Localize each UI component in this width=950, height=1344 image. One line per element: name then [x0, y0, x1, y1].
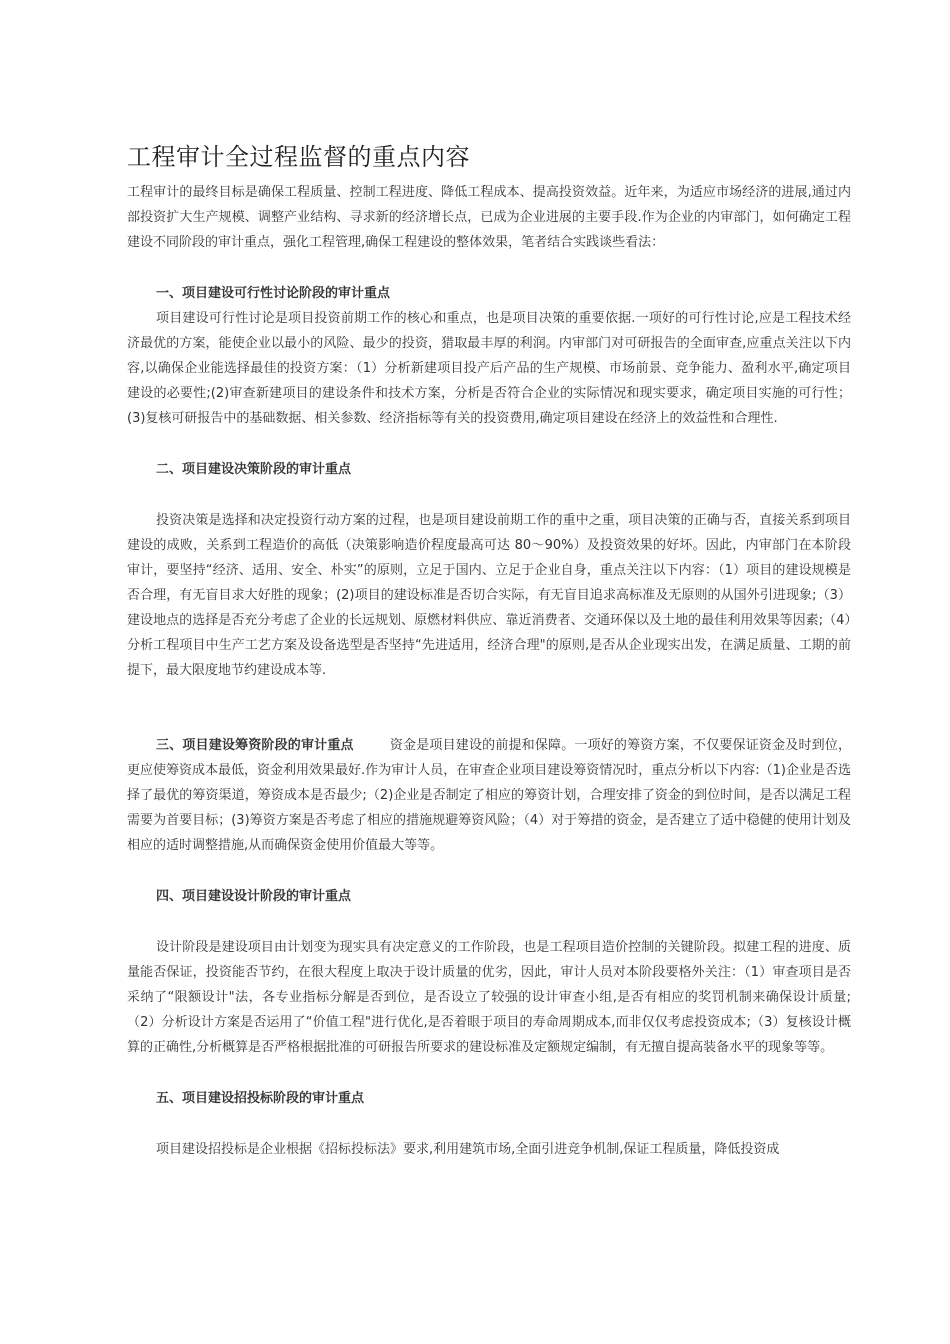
section-4-heading: 四、项目建设设计阶段的审计重点 — [156, 889, 352, 904]
spacer — [127, 482, 851, 508]
document-page — [127, 140, 851, 1162]
spacer — [127, 683, 851, 733]
spacer — [127, 1111, 851, 1137]
spacer — [127, 909, 851, 935]
section-2-heading: 二、项目建设决策阶段的审计重点 — [156, 462, 352, 477]
spacer — [127, 255, 851, 281]
document-title: 工程审计全过程监督的重点内容 — [127, 143, 470, 171]
section-1-heading: 一、项目建设可行性讨论阶段的审计重点 — [156, 286, 391, 301]
section-5-body: 项目建设招投标是企业根据《招标投标法》要求,利用建筑市场,全面引进竞争机制,保证工程质量，降低投资成 — [156, 1142, 780, 1157]
spacer — [127, 431, 851, 457]
section-3-body: 资金是项目建设的前提和保障。一项好的筹资方案，不仅要保证资金及时到位，更应使筹资成本最低，资金利用效果最好.作为审计人员，在审查企业项目建设筹资情况时，重点分析以下内容:（1)企业是否选择了最优的筹资渠道，筹资成本是否最少;（2)企业是否制定了相应的筹资计划，合理安排了资金的到位时间，是否以满足工程需要为首要目标；(3)筹资方案是否考虑了相应的措施规避筹资风险；（4）对于筹措的资金，是否建立了适中稳健的使用计划及相应的适时调整措施,从而确保资金使用价值最大等等。 — [127, 738, 851, 853]
section-3-heading: 三、项目建设筹资阶段的审计重点 — [156, 738, 354, 753]
section-3-paragraph — [127, 733, 851, 858]
section-5-heading: 五、项目建设招投标阶段的审计重点 — [156, 1091, 365, 1106]
intro-paragraph: 工程审计的最终目标是确保工程质量、控制工程进度、降低工程成本、提高投资效益。近年来，为适应市场经济的进展,通过内部投资扩大生产规模、调整产业结构、寻求新的经济增长点，已成为企业进展的主要手段.作为企业的内审部门，如何确定工程建设不同阶段的审计重点，强化工程管理,确保工程建设的整体效果，笔者结合实践谈些看法： — [127, 185, 851, 250]
spacer — [127, 1060, 851, 1086]
section-2-body: 投资决策是选择和决定投资行动方案的过程，也是项目建设前期工作的重中之重，项目决策的正确与否，直接关系到项目建设的成败，关系到工程造价的高低（决策影响造价程度最高可达 80～90%）及投资效果的好坏。因此，内审部门在本阶段审计，要坚持“经济、适用、安全、朴实”的原则，立足于国内、立足于企业自身，重点关注以下内容：（1）项目的建设规模是否合理，有无盲目求大好胜的现象；(2)项目的建设标准是否切合实际，有无盲目追求高标准及无原则的从国外引进现象;（3）建设地点的选择是否充分考虑了企业的长远规划、原燃材料供应、靠近消费者、交通环保以及土地的最佳利用效果等因素;（4）分析工程项目中生产工艺方案及设备选型是否坚持“先进适用，经济合理"的原则,是否从企业现实出发，在满足质量、工期的前提下，最大限度地节约建设成本等. — [127, 513, 851, 678]
section-4-body: 设计阶段是建设项目由计划变为现实具有决定意义的工作阶段，也是工程项目造价控制的关键阶段。拟建工程的进度、质量能否保证，投资能否节约，在很大程度上取决于设计质量的优劣，因此，审计人员对本阶段要格外关注：（1）审查项目是否采纳了“限额设计"法，各专业指标分解是否到位，是否设立了较强的设计审查小组,是否有相应的奖罚机制来确保设计质量;（2）分析设计方案是否运用了“价值工程"进行优化,是否着眼于项目的寿命周期成本,而非仅仅考虑投资成本;（3）复核设计概算的正确性,分析概算是否严格根据批准的可研报告所要求的建设标准及定额规定编制，有无擅自提高装备水平的现象等等。 — [127, 940, 851, 1055]
spacer — [127, 858, 851, 884]
section-1-body: 项目建设可行性讨论是项目投资前期工作的核心和重点，也是项目决策的重要依据.一项好的可行性讨论,应是工程技术经济最优的方案，能使企业以最小的风险、最少的投资，猎取最丰厚的利润。内审部门对可研报告的全面审查,应重点关注以下内容,以确保企业能选择最佳的投资方案：（1）分析新建项目投产后产品的生产规模、市场前景、竞争能力、盈利水平,确定项目建设的必要性;(2)审查新建项目的建设条件和技术方案，分析是否符合企业的实际情况和现实要求，确定项目实施的可行性；(3)复核可研报告中的基础数据、相关参数、经济指标等有关的投资费用,确定项目建设在经济上的效益性和合理性. — [127, 311, 851, 426]
